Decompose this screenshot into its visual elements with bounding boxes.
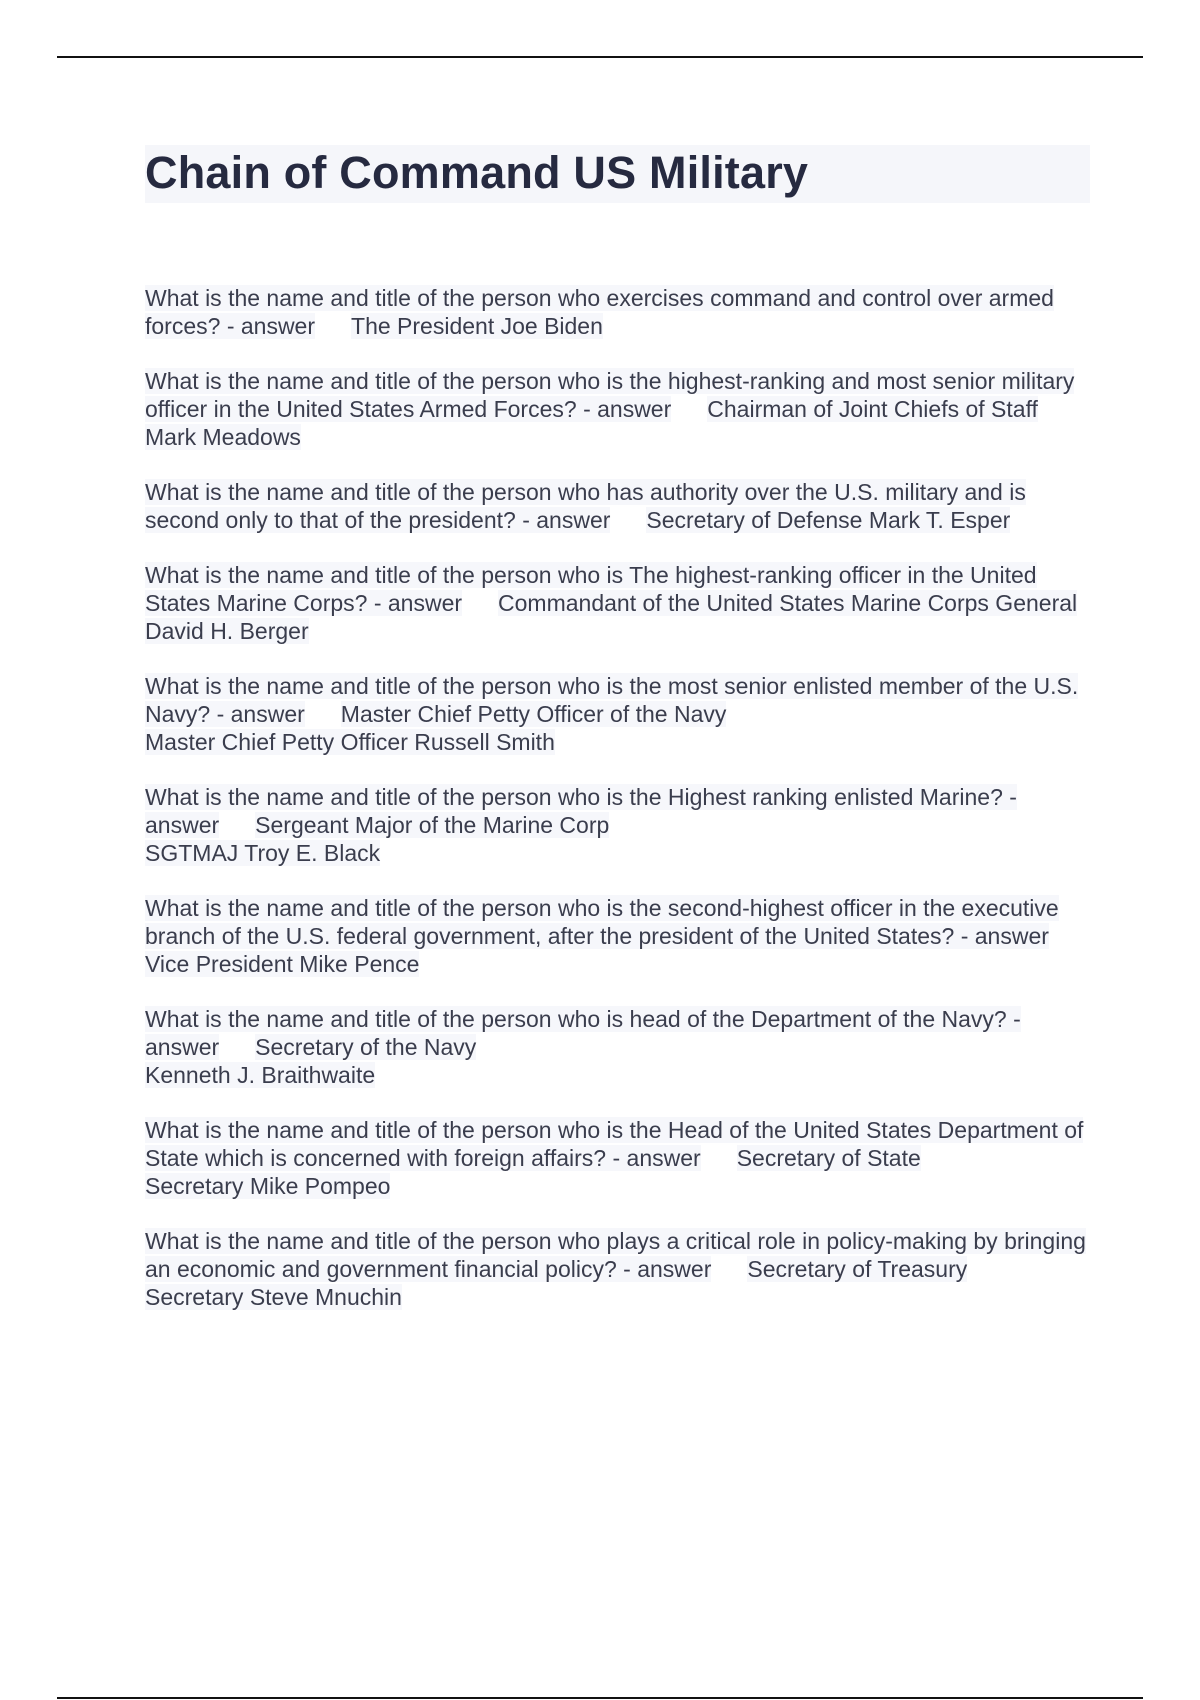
qa-item	[145, 367, 1090, 451]
qa-item	[145, 1116, 1090, 1200]
answer-text: Master Chief Petty Officer of the Navy	[340, 701, 727, 727]
qa-item	[145, 284, 1090, 340]
qa-text	[145, 1005, 1090, 1061]
qa-text	[145, 894, 1090, 978]
question-text: What is the name and title of the person who plays a critical role in policy-making by bringing an economic and government financial policy? - answer	[145, 1228, 1086, 1282]
question-text: What is the name and title of the person who has authority over the U.S. military and is second only to that of the president? - answer	[145, 479, 1026, 533]
answer-detail-text: Secretary Mike Pompeo	[145, 1173, 391, 1199]
answer-detail	[145, 1172, 1090, 1200]
answer-text: Vice President Mike Pence	[145, 951, 420, 977]
bottom-rule	[57, 1697, 1143, 1699]
qa-text	[145, 478, 1090, 534]
answer-text: Secretary of Defense Mark T. Esper	[646, 507, 1011, 533]
answer-text: Secretary of State	[736, 1145, 921, 1171]
qa-item	[145, 1005, 1090, 1089]
answer-detail	[145, 839, 1090, 867]
qa-text	[145, 1116, 1090, 1172]
answer-text: Secretary of the Navy	[255, 1034, 477, 1060]
qa-list	[145, 284, 1090, 1338]
qa-item	[145, 672, 1090, 756]
answer-text: Commandant of the United States Marine Corps General David H. Berger	[145, 590, 1078, 644]
question-text: What is the name and title of the person who is the most senior enlisted member of the U.S. Navy? - answer	[145, 673, 1079, 727]
question-text: What is the name and title of the person who is the Head of the United States Department of State which is concerned with foreign affairs? - answer	[145, 1117, 1084, 1171]
qa-item	[145, 478, 1090, 534]
qa-text	[145, 561, 1090, 645]
question-text: What is the name and title of the person who is the highest-ranking and most senior military officer in the United States Armed Forces? - answer	[145, 368, 1075, 422]
answer-text: The President Joe Biden	[351, 313, 603, 339]
qa-text	[145, 284, 1090, 340]
answer-detail-text: Secretary Steve Mnuchin	[145, 1284, 402, 1310]
qa-text	[145, 1227, 1090, 1283]
answer-text: Secretary of Treasury	[747, 1256, 968, 1282]
answer-text: Sergeant Major of the Marine Corp	[255, 812, 610, 838]
qa-text	[145, 783, 1090, 839]
qa-item	[145, 783, 1090, 867]
question-text: What is the name and title of the person who is the second-highest officer in the executive branch of the U.S. federal government, after the president of the United States? - answer	[145, 895, 1059, 949]
qa-item	[145, 561, 1090, 645]
question-text: What is the name and title of the person who is the Highest ranking enlisted Marine? - answer	[145, 784, 1017, 838]
top-rule	[57, 56, 1143, 58]
answer-detail-text: SGTMAJ Troy E. Black	[145, 840, 381, 866]
question-text: What is the name and title of the person who is The highest-ranking officer in the United States Marine Corps? - answer	[145, 562, 1037, 616]
qa-text	[145, 367, 1090, 451]
page-title: Chain of Command US Military	[145, 147, 809, 198]
question-text: What is the name and title of the person who exercises command and control over armed forces? - answer	[145, 285, 1054, 339]
question-text: What is the name and title of the person who is head of the Department of the Navy? - answer	[145, 1006, 1021, 1060]
answer-detail	[145, 1061, 1090, 1089]
answer-text: Chairman of Joint Chiefs of Staff Mark Meadows	[145, 396, 1038, 450]
qa-item	[145, 1227, 1090, 1311]
qa-text	[145, 672, 1090, 728]
answer-detail	[145, 728, 1090, 756]
qa-item	[145, 894, 1090, 978]
answer-detail	[145, 1283, 1090, 1311]
answer-detail-text: Master Chief Petty Officer Russell Smith	[145, 729, 555, 755]
answer-detail-text: Kenneth J. Braithwaite	[145, 1062, 376, 1088]
